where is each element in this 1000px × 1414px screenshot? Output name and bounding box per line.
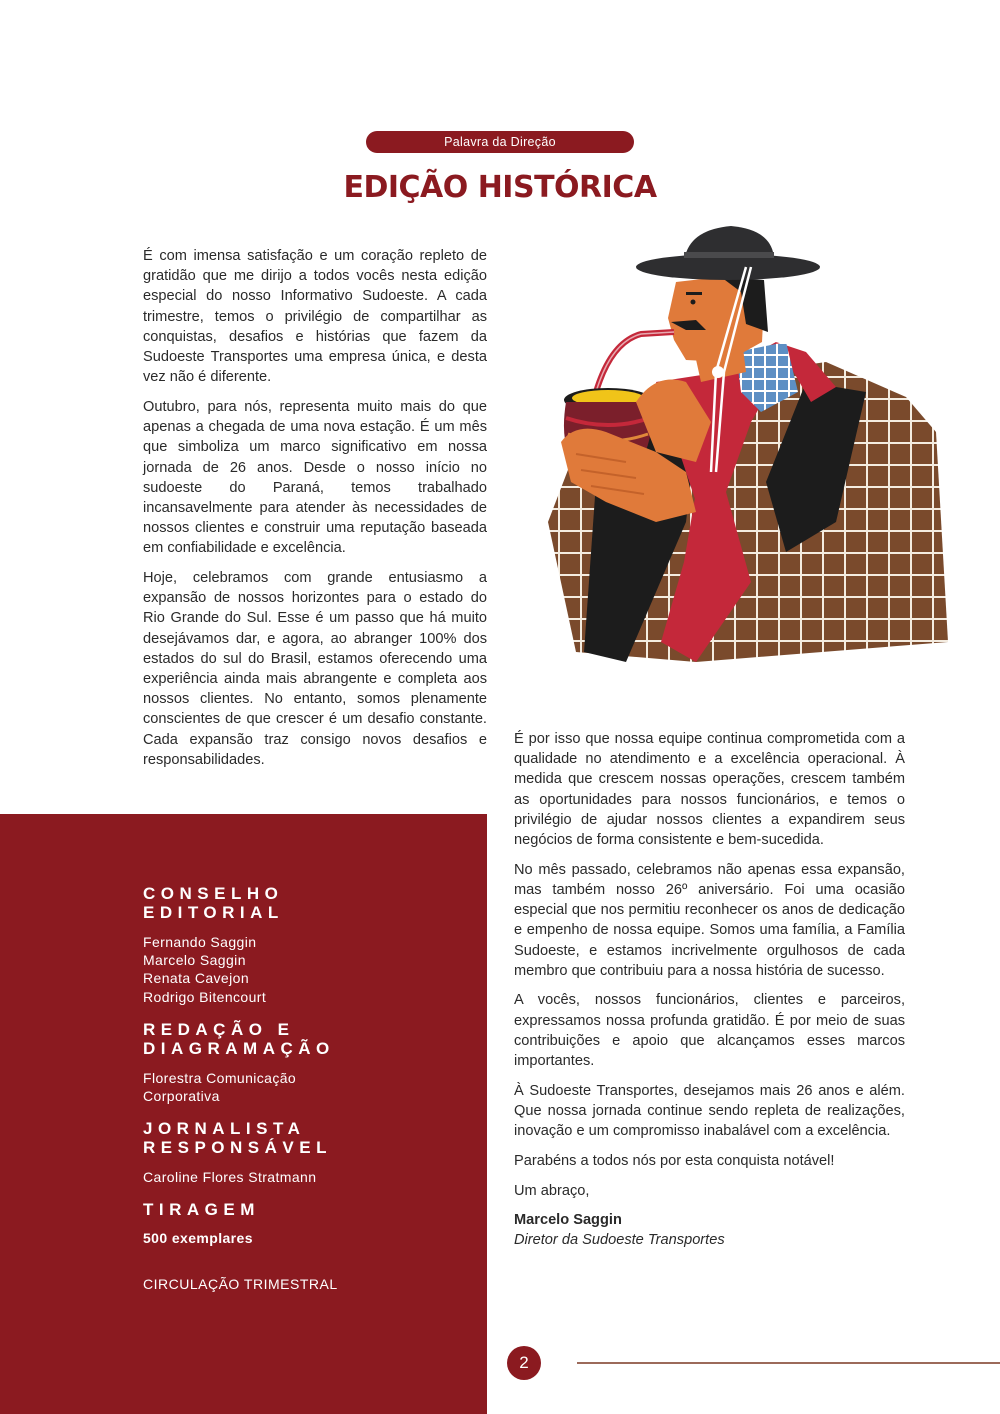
editorial-credits xyxy=(143,884,463,1292)
signature-role: Diretor da Sudoeste Transportes xyxy=(514,1232,725,1249)
journalist-heading: JORNALISTA RESPONSÁVEL xyxy=(143,1119,332,1158)
credit-name: Florestra Comunicação xyxy=(143,1069,297,1086)
credit-name: Corporativa xyxy=(143,1088,220,1105)
article-paragraph: Parabéns a todos nós por esta conquista notável! xyxy=(514,1152,835,1169)
article-paragraph: É com imensa satisfação e um coração repleto de gratidão que me dirijo a todos vocês nesta edição especial do nosso Informativo Sudoeste. A cada trimestre, temos o privilégio de compartilhar as conquistas, desafios e histórias que fazem da Sudoeste Transportes uma empresa única, e desta vez não é diferente. xyxy=(143,248,487,386)
print-run-heading: TIRAGEM xyxy=(143,1200,260,1220)
article-paragraph: A vocês, nossos funcionários, clientes e parceiros, expressamos nossa profunda gratidão. É por meio de suas contribuições e apoio que alcançamos esses marcos importantes. xyxy=(514,992,905,1070)
article-paragraph: Hoje, celebramos com grande entusiasmo a expansão de nossos horizontes para o estado do Rio Grande do Sul. Esse é um passo que há muito desejávamos dar, e agora, ao abranger 100% dos estados do sul do Brasil, estamos oferecendo uma experiência ainda mais abrangente e completa aos nossos clientes. No entanto, somos plenamente conscientes de que crescer é um desafio constante. Cada expansão traz consigo novos desafios e responsabilidades. xyxy=(143,570,487,768)
article-paragraph: É por isso que nossa equipe continua comprometida com a qualidade no atendimento e a excelência operacional. À medida que crescem nossas operações, crescem também as oportunidades para nossos funcionários, e temos o privilégio de ajudar nossos clientes a expandirem seus negócios de forma consistente e bem-sucedida. xyxy=(514,731,905,849)
board-heading: CONSELHO EDITORIAL xyxy=(143,884,284,922)
circulation-label: CIRCULAÇÃO TRIMESTRAL xyxy=(143,1276,338,1293)
article-paragraph: À Sudoeste Transportes, desejamos mais 26 anos e além. Que nossa jornada continue sendo repleta de realizações, inovação e um compromisso inabalável com a excelência. xyxy=(514,1082,905,1140)
journalist-name: Caroline Flores Stratmann xyxy=(143,1169,317,1186)
credit-name: Rodrigo Bitencourt xyxy=(143,988,267,1005)
credit-name: Renata Cavejon xyxy=(143,970,249,987)
gaucho-drinking-chimarrao-illustration xyxy=(536,222,956,670)
article-column-left xyxy=(143,246,487,780)
article-paragraph: Outubro, para nós, representa muito mais do que apenas a chegada de uma nova estação. É um mês que simboliza um marco significativo em nossa jornada de 26 anos. Desde o nosso início no sudoeste do Paraná, temos trabalhado incansavelmente para atender às necessidades de nossos clientes e construir uma reputação baseada em confiabilidade e excelência. xyxy=(143,398,487,557)
article-column-right xyxy=(514,729,905,1260)
print-run-value: 500 exemplares xyxy=(143,1230,253,1247)
footer-divider xyxy=(577,1362,1000,1364)
board-members xyxy=(143,933,463,1006)
credit-name: Fernando Saggin xyxy=(143,934,257,950)
section-label: Palavra da Direção xyxy=(366,131,634,153)
closing-line: Um abraço, xyxy=(514,1182,590,1199)
page-number: 2 xyxy=(507,1346,541,1380)
article-paragraph: No mês passado, celebramos não apenas essa expansão, mas também nosso 26º aniversário. Foi uma ocasião especial que nos permitiu reconhecer os anos de dedicação e empenho de nossa equipe. Somos uma família, a Família Sudoeste, e estamos incrivelmente orgulhosos de cada membro que contribuiu para a nossa história de sucesso. xyxy=(514,861,905,979)
credit-name: Marcelo Saggin xyxy=(143,952,246,969)
writing-heading: REDAÇÃO E DIAGRAMAÇÃO xyxy=(143,1019,335,1058)
page-title: EDIÇÃO HISTÓRICA xyxy=(343,170,657,205)
signature-name: Marcelo Saggin xyxy=(514,1212,622,1229)
writing-agency xyxy=(143,1069,463,1105)
